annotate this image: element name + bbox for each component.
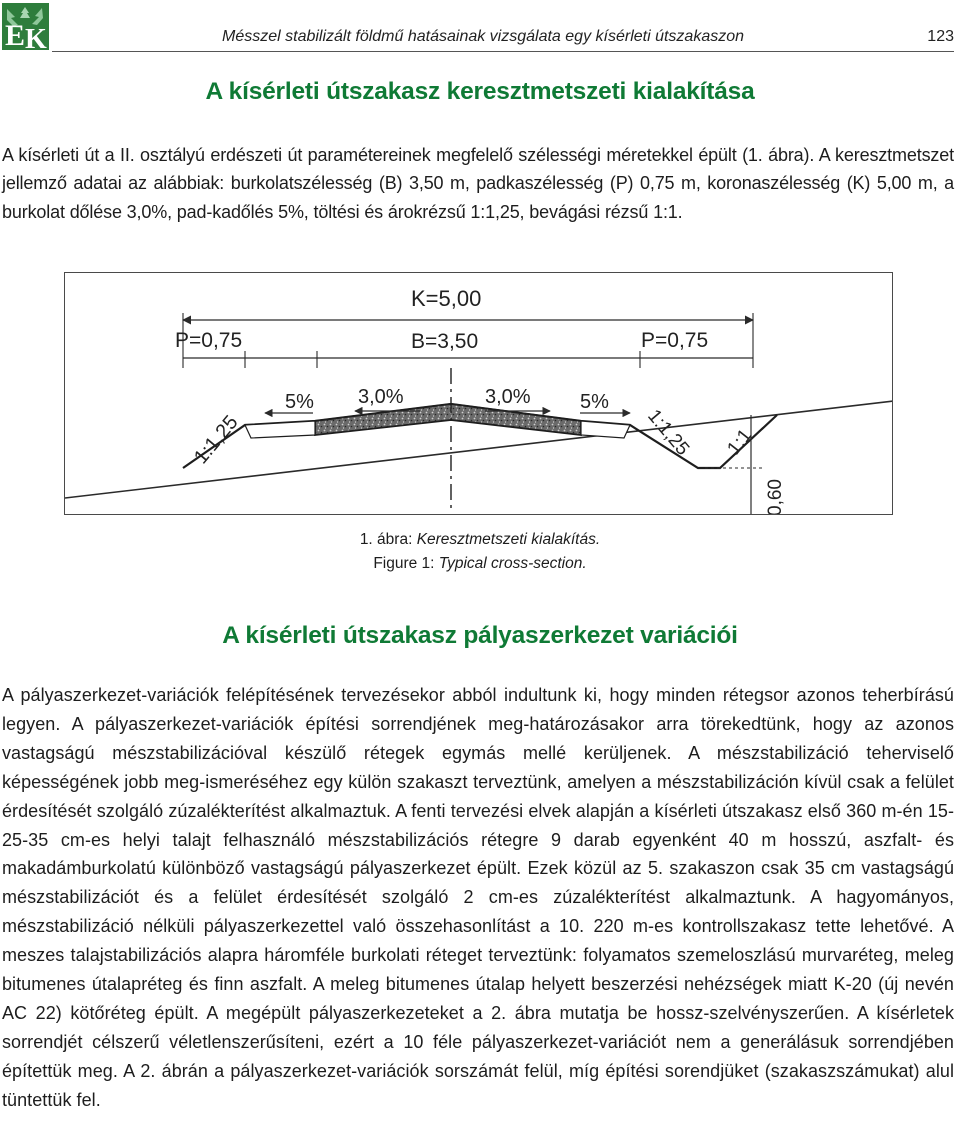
label-fill-slope: 1:1,25 bbox=[189, 411, 243, 469]
label-slope-shoulder-right: 5% bbox=[580, 391, 609, 413]
section-heading-cross-section: A kísérleti útszakasz keresztmetszeti kialakítása bbox=[205, 78, 755, 105]
figure-caption-en bbox=[0, 555, 960, 573]
label-k: K=5,00 bbox=[411, 286, 482, 311]
label-slope-shoulder-left: 5% bbox=[285, 391, 314, 413]
label-p-right: P=0,75 bbox=[641, 329, 709, 352]
label-cut-slope: 1:1 bbox=[723, 425, 757, 460]
running-title: Mésszel stabilizált földmű hatásainak vizsgálata egy kísérleti útszakaszon bbox=[222, 28, 745, 45]
page-number: 123 bbox=[927, 28, 954, 45]
figure-cross-section bbox=[64, 272, 893, 515]
caption-number: 1. ábra: bbox=[359, 531, 413, 548]
caption-text-en: Typical cross-section. bbox=[438, 555, 587, 572]
svg-text:E: E bbox=[5, 19, 26, 50]
label-ditch-depth: 0,60 bbox=[765, 479, 786, 516]
label-b: B=3,50 bbox=[411, 330, 479, 353]
section-heading-pavement-variations: A kísérleti útszakasz pályaszerkezet variációi bbox=[222, 622, 738, 649]
label-slope-pavement-left: 3,0% bbox=[358, 386, 404, 408]
figure-caption-hu bbox=[0, 531, 960, 549]
caption-text-hu: Keresztmetszeti kialakítás. bbox=[416, 531, 601, 548]
pavement-layer bbox=[315, 404, 581, 435]
paragraph-pavement-variations: A pályaszerkezet-variációk felépítésének tervezésekor abból indultunk ki, hogy minden rétegsor azonos teherbírású legyen. A pályaszerkezet-variációk építési sorrendjének meg-határozásakor arra törekedtünk, hogy az azonos vastagságú mészstabilizációval készülő rétegek egymás mellé kerüljenek. A mészstabilizáció teherviselő képességének jobb meg-ismeréséhez egy külön szakaszt terveztünk, amelyen a mészstabilizáción kívül csak a felület érdesítését szolgáló zúzalékterítést alkalmaztuk. A fenti tervezési elvek alapján a kísérleti útszakasz első 360 m-én 15-25-35 cm-es helyi talajt felhasználó mészstabilizációs rétegre 9 darab egyenként 40 m hosszú, aszfalt- és makadámburkolatú különböző vastagságú pályaszerkezet épült. Ezek közül az 5. szakaszon csak 35 cm vastagságú mészstabilizációt és a felület érdesítését szolgáló 2 cm-es zúzalékterítést alkalmaztunk. A hagyományos, mészstabilizáció nélküli pályaszerkezettel való összehasonlítást a 10. 220 m-es kontrollszakasz tette lehetővé. A meszes talajstabilizációs alapra háromféle burkolati réteget terveztünk: folyamatos szemeloszlású murvaréteg, meleg bitumenes útalapréteg és finn aszfalt. A meleg bitumenes útalap helyett beszerzési nehézségek miatt K-20 (új nevén AC 22) kötőréteg épült. A megépült pályaszerkezeteket a 2. ábra mutatja be hossz-szelvényszerűen. A kísérletek sorrendjét célszerű véletlenszerűsíteni, ezért a 10 féle pályaszerkezet-variációt nem a generálásuk sorrendjében építettük meg. A 2. ábrán a pályaszerkezet-variációk sorszámát felül, míg építési sorendjüket (szakaszszámukat) alul tüntettük fel. bbox=[2, 685, 954, 1110]
svg-text:K: K bbox=[25, 24, 47, 50]
paragraph-cross-section: A kísérleti út a II. osztályú erdészeti út paramétereinek megfelelő szélességi méretekkel épült (1. ábra). A keresztmetszet jellemző adatai az alábbiak: burkolatszélesség (B) 3,50 m, padkaszélesség (P) 0,75 m, koronaszélesség (K) 5,00 m, a burkolat dőlése 3,0%, pad-kadőlés 5%, töltési és árokrézsű 1:1,25, bevágási rézsű 1:1. bbox=[2, 145, 954, 222]
header-divider bbox=[52, 51, 954, 52]
label-slope-pavement-right: 3,0% bbox=[485, 386, 531, 408]
label-ditch-slope: 1:1,25 bbox=[643, 405, 694, 460]
journal-logo bbox=[2, 3, 49, 50]
label-p-left: P=0,75 bbox=[175, 329, 243, 352]
caption-prefix-en: Figure 1: bbox=[373, 555, 435, 572]
